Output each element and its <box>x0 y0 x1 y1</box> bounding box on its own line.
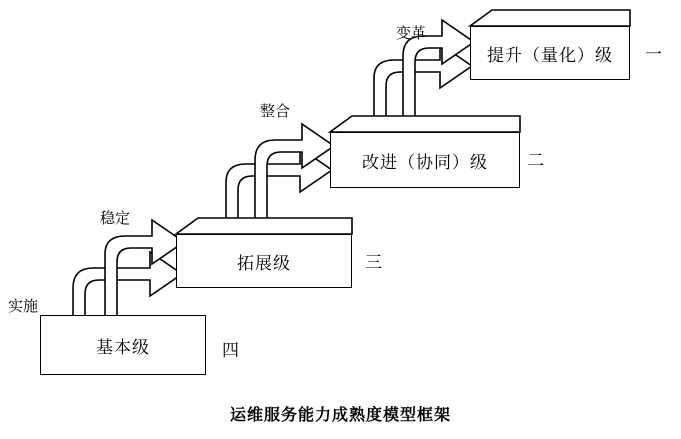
diagram-caption: 运维服务能力成熟度模型框架 <box>229 407 451 424</box>
level-box-upgrade[interactable] <box>470 26 630 80</box>
rank-label-improve: 二 <box>527 151 544 170</box>
arrow-implement <box>73 252 182 318</box>
box-expand-top-edge <box>176 218 352 234</box>
arrow-label-integrate: 整合 <box>260 103 291 120</box>
rank-label-basic: 四 <box>222 341 239 360</box>
rank-label-upgrade: 一 <box>645 45 662 64</box>
level-box-basic[interactable] <box>40 315 206 375</box>
arrow-label-reform: 变革 <box>396 25 427 42</box>
arrow-label-stable: 稳定 <box>100 210 131 227</box>
level-label-improve: 改进（协同）级 <box>362 152 488 172</box>
level-box-expand[interactable] <box>176 234 352 288</box>
level-label-expand: 拓展级 <box>237 253 291 273</box>
arrow-label-implement: 实施 <box>8 298 39 315</box>
box-improve-top-edge <box>330 116 520 132</box>
rank-label-expand: 三 <box>365 253 382 272</box>
level-box-improve[interactable] <box>330 132 520 188</box>
level-label-basic: 基本级 <box>96 337 150 357</box>
level-label-upgrade: 提升（量化）级 <box>487 45 613 65</box>
box-upgrade-top-edge <box>470 10 630 26</box>
